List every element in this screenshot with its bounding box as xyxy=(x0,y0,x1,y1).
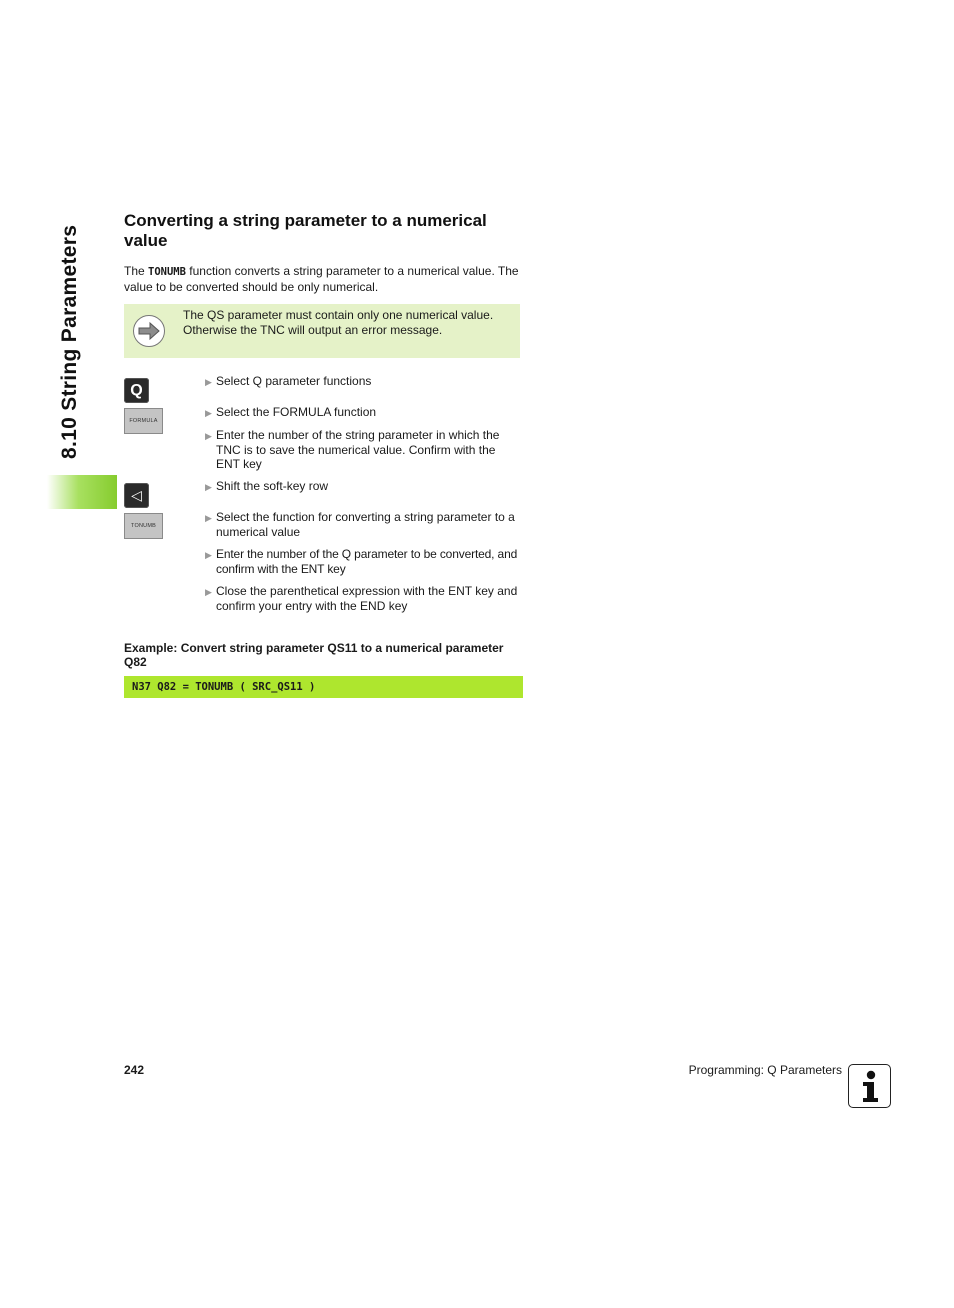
step-text: Select the FORMULA function xyxy=(216,405,377,419)
bullet-triangle-icon: ▶ xyxy=(205,482,212,492)
arrow-right-icon xyxy=(133,315,165,347)
step-item xyxy=(205,547,523,576)
step-item xyxy=(205,584,523,613)
note-text: The QS parameter must contain only one numerical value. Otherwise the TNC will output an error message. xyxy=(183,308,494,337)
page-number: 242 xyxy=(124,1063,145,1077)
step-item xyxy=(205,428,523,472)
step-text: Shift the soft-key row xyxy=(216,479,329,493)
bullet-triangle-icon: ▶ xyxy=(205,431,212,441)
step-item xyxy=(205,405,523,421)
chapter-tab-marker xyxy=(47,475,117,509)
bullet-triangle-icon: ▶ xyxy=(205,550,212,560)
info-icon xyxy=(848,1064,891,1108)
tonumb-softkey[interactable]: TONUMB xyxy=(124,513,163,539)
bullet-triangle-icon: ▶ xyxy=(205,587,212,597)
formula-softkey[interactable]: FORMULA xyxy=(124,408,163,434)
section-heading: Converting a string parameter to a numerical value xyxy=(124,211,487,250)
intro-paragraph xyxy=(124,264,524,294)
bullet-triangle-icon: ▶ xyxy=(205,408,212,418)
step-text: Select Q parameter functions xyxy=(216,374,372,388)
q-key[interactable]: Q xyxy=(124,378,149,403)
bullet-triangle-icon: ▶ xyxy=(205,377,212,387)
note-box xyxy=(124,304,520,358)
step-text: Enter the number of the string parameter in which the TNC is to save the numerical value. Confirm with the ENT key xyxy=(216,428,500,471)
step-item xyxy=(205,374,523,390)
example-heading: Example: Convert string parameter QS11 to a numerical parameter Q82 xyxy=(124,641,504,669)
intro-prefix: The xyxy=(124,264,149,278)
chapter-side-title: 8.10 String Parameters xyxy=(58,224,81,459)
step-text: Close the parenthetical expression with the ENT key and confirm your entry with the END key xyxy=(216,584,518,613)
footer-chapter-title: Programming: Q Parameters xyxy=(688,1063,842,1077)
step-text: Enter the number of the Q parameter to be converted, and confirm with the ENT key xyxy=(216,547,518,576)
intro-keyword: TONUMB xyxy=(148,266,186,278)
bullet-triangle-icon: ▶ xyxy=(205,513,212,523)
step-text: Select the function for converting a string parameter to a numerical value xyxy=(216,510,515,539)
step-item xyxy=(205,510,523,539)
intro-suffix: function converts a string parameter to a numerical value. The value to be converted should be only numerical. xyxy=(124,264,519,294)
code-example: N37 Q82 = TONUMB ( SRC_QS11 ) xyxy=(124,676,523,698)
shift-softkey-row-key[interactable]: ◁ xyxy=(124,483,149,508)
step-item xyxy=(205,479,523,495)
